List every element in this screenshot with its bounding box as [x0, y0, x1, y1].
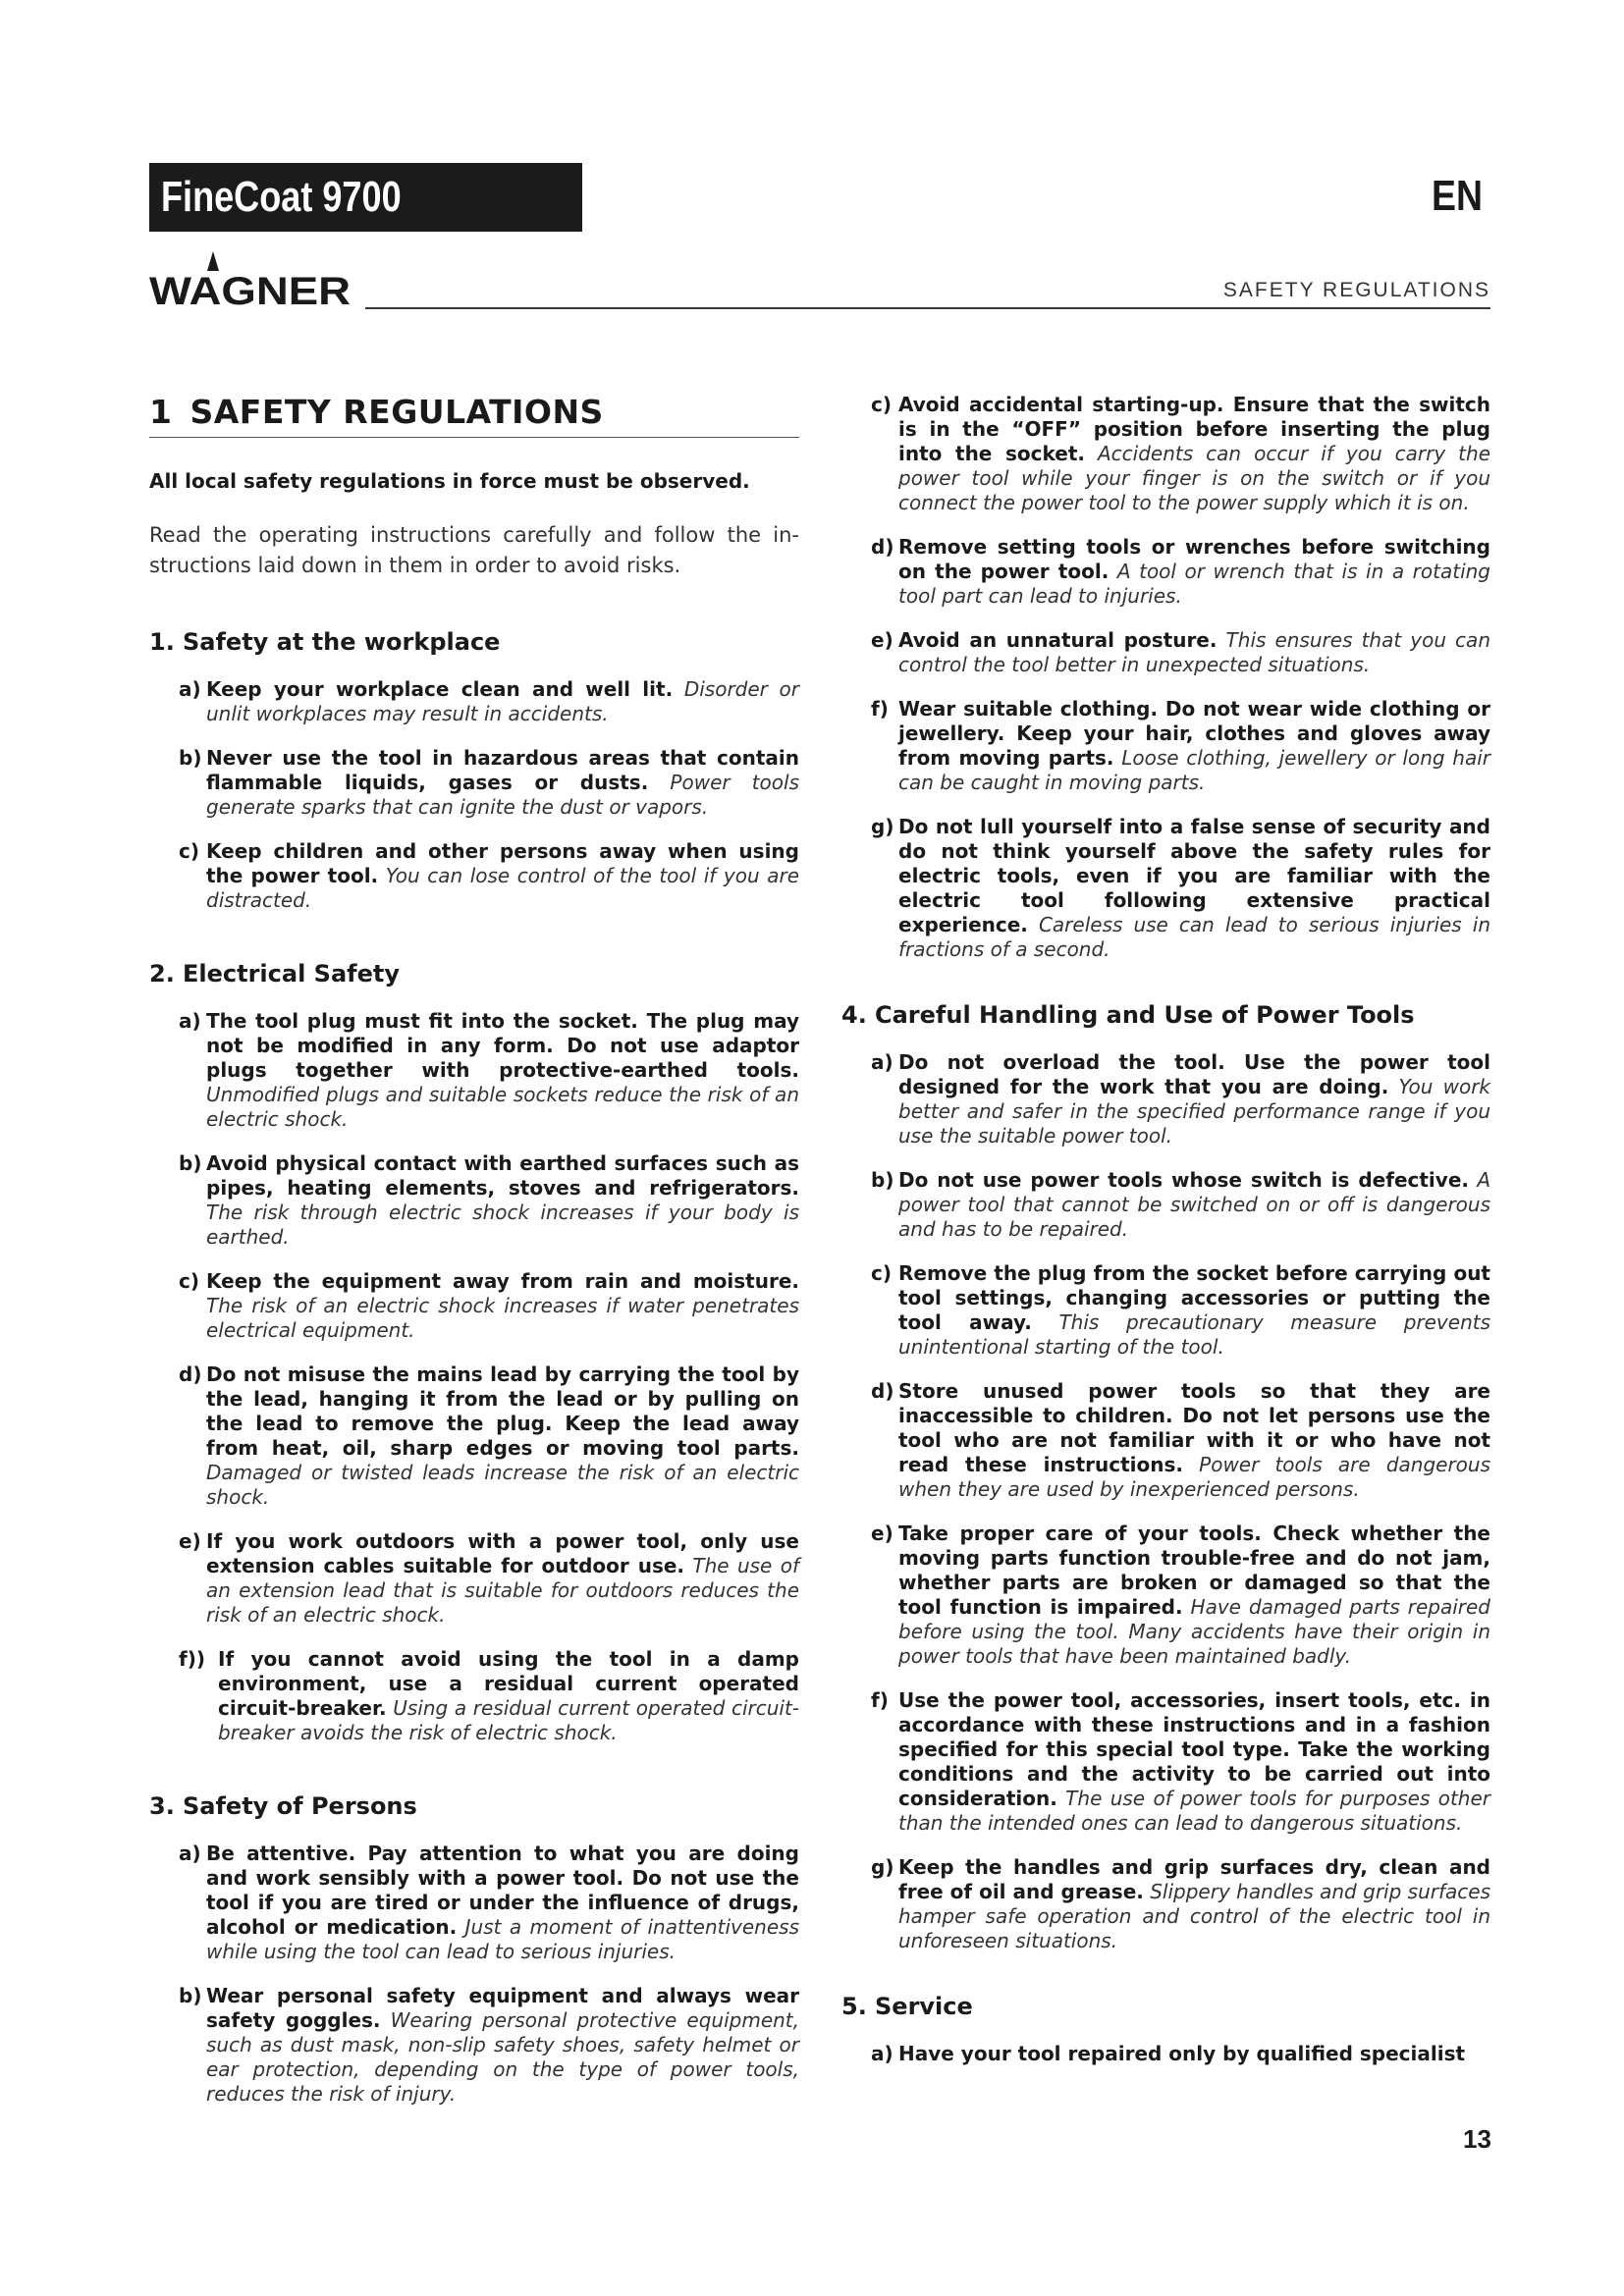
- item-italic: This precautionary measure prevents unintentional starting of the tool.: [898, 1310, 1491, 1359]
- list-item: [871, 1522, 1490, 1669]
- header-rule: [365, 307, 1490, 309]
- product-title: FineCoat 9700: [161, 173, 402, 221]
- item-label: a): [179, 1842, 201, 1865]
- item-label: c): [179, 839, 199, 863]
- item-bold: Remove the plug from the socket before carrying out tool settings, changing accessories or putting the tool away.: [898, 1261, 1490, 1334]
- section-title: Safety at the workplace: [183, 628, 501, 656]
- list-item: [179, 1362, 799, 1510]
- item-label: b): [179, 1151, 202, 1175]
- item-label: e): [179, 1529, 201, 1553]
- item-italic: Unmodified plugs and suitable sockets reduce the risk of an electric shock.: [206, 1083, 799, 1131]
- item-italic: You can lose control of the tool if you are distracted.: [206, 864, 799, 912]
- item-italic: The risk through electric shock increases if your body is earthed.: [206, 1201, 799, 1249]
- list-item: [871, 393, 1490, 515]
- item-italic: Wearing personal protective equipment, such as dust mask, non-slip safety shoes, safety helmet or ear protection, depending on the type of power tools, reduces the risk of injury.: [206, 2008, 799, 2106]
- page-heading: [149, 393, 799, 438]
- item-bold: If you cannot avoid using the tool in a damp environment, use a residual current operated circuit-breaker.: [218, 1647, 799, 1720]
- item-label: a): [179, 677, 201, 701]
- item-italic: A power tool that cannot be switched on or off is dangerous and has to be repaired.: [898, 1168, 1490, 1241]
- item-label: d): [179, 1362, 202, 1386]
- list-item: [871, 1855, 1490, 1953]
- item-italic: A tool or wrench that is in a rotating tool part can lead to injuries.: [898, 560, 1490, 608]
- item-bold: Avoid physical contact with earthed surfaces such as pipes, heating elements, stoves and refrigerators.: [206, 1151, 799, 1200]
- item-italic: This ensures that you can control the tool better in unexpected situations.: [898, 628, 1490, 676]
- item-bold: Have your tool repaired only by qualified specialist: [898, 2042, 1466, 2065]
- item-label: c): [871, 1261, 892, 1285]
- list-item: [871, 697, 1490, 795]
- section-title: Safety of Persons: [183, 1792, 417, 1820]
- list-item: [179, 1009, 799, 1132]
- item-bold: Wear suitable clothing. Do not wear wide clothing or jewellery. Keep your hair, clothes and gloves away from moving parts.: [898, 697, 1490, 770]
- item-label: g): [871, 1855, 894, 1879]
- list-item: [179, 839, 799, 913]
- list-item: [179, 677, 799, 726]
- item-label: a): [871, 1050, 893, 1074]
- section-number: 2.: [149, 960, 175, 988]
- item-bold: Do not misuse the mains lead by carrying the tool by the lead, hanging it from the lead or by pulling on the lead to remove the plug. Keep the lead away from heat, oil, sharp edges or moving tool parts.: [206, 1362, 799, 1460]
- list-item: [871, 1379, 1490, 1502]
- list-item: [179, 1151, 799, 1250]
- item-label: e): [871, 628, 893, 652]
- heading-number: 1: [149, 393, 173, 431]
- section-number: 1.: [149, 628, 175, 656]
- item-label: b): [871, 1168, 894, 1192]
- list-item: [179, 1647, 799, 1745]
- item-bold: Do not overload the tool. Use the power tool designed for the work that you are doing.: [898, 1050, 1490, 1098]
- item-italic: The use of power tools for purposes other than the intended ones can lead to dangerous situations.: [898, 1787, 1490, 1835]
- brand-name: WAGNER: [149, 270, 352, 306]
- product-title-box: [149, 163, 582, 232]
- item-bold: Never use the tool in hazardous areas that contain flammable liquids, gases or dusts.: [206, 746, 799, 794]
- item-bold: Store unused power tools so that they are inaccessible to children. Do not let persons use the tool who are not familiar with it or who have not read these instructions.: [898, 1379, 1490, 1476]
- item-italic: Loose clothing, jewellery or long hair can be caught in moving parts.: [898, 746, 1490, 794]
- section-number: 5.: [841, 1993, 867, 2020]
- item-bold: Keep the equipment away from rain and moisture.: [206, 1269, 799, 1293]
- item-bold: Avoid an unnatural posture.: [898, 628, 1218, 652]
- heading-title: SAFETY REGULATIONS: [189, 393, 604, 431]
- item-bold: Avoid accidental starting-up. Ensure that the switch is in the “OFF” position before inserting the plug into the socket.: [898, 393, 1490, 465]
- item-italic: You work better and safer in the specified performance range if you use the suitable power tool.: [898, 1075, 1491, 1148]
- item-label: f)): [179, 1647, 205, 1671]
- left-column: [149, 393, 799, 2107]
- list-item: [871, 2042, 1490, 2066]
- list-item: [179, 1842, 799, 1964]
- list-item: [871, 1050, 1490, 1148]
- item-bold: Remove setting tools or wrenches before switching on the power tool.: [898, 535, 1490, 583]
- item-bold: Do not use power tools whose switch is defective.: [898, 1168, 1469, 1192]
- list-item: [871, 628, 1490, 677]
- item-italic: The use of an extension lead that is suitable for outdoors reduces the risk of an electric shock.: [206, 1554, 799, 1627]
- right-column: [841, 393, 1490, 2066]
- item-label: e): [871, 1522, 893, 1545]
- item-label: c): [871, 393, 892, 416]
- list-item: [179, 746, 799, 820]
- item-label: c): [179, 1269, 199, 1293]
- section-title: Electrical Safety: [183, 960, 400, 988]
- item-bold: Take proper care of your tools. Check whether the moving parts function trouble-free and do not jam, whether parts are broken or damaged so that the tool function is impaired.: [898, 1522, 1490, 1619]
- section-heading: [841, 1993, 1490, 2020]
- section-heading: [149, 1792, 799, 1820]
- lead-paragraph: Read the operating instructions carefully and follow the in-structions laid down in them in order to avoid risks.: [149, 523, 799, 577]
- section-heading: [841, 1001, 1490, 1029]
- item-italic: Using a residual current operated circuit-breaker avoids the risk of electric shock.: [218, 1696, 800, 1744]
- section-heading: [149, 960, 799, 988]
- item-italic: Damaged or twisted leads increase the risk of an electric shock.: [206, 1461, 799, 1509]
- list-item: [179, 1269, 799, 1343]
- page-number: 13: [1463, 2124, 1491, 2154]
- list-item: [179, 1529, 799, 1628]
- item-label: a): [871, 2042, 893, 2065]
- section-label: SAFETY REGULATIONS: [1222, 279, 1490, 301]
- item-bold: Keep the handles and grip surfaces dry, clean and free of oil and grease.: [898, 1855, 1490, 1903]
- list-item: [871, 535, 1490, 609]
- item-italic: Slippery handles and grip surfaces hamper safe operation and control of the electric tool in unforeseen situations.: [898, 1880, 1490, 1952]
- section-number: 4.: [841, 1001, 867, 1029]
- item-italic: Disorder or unlit workplaces may result in accidents.: [206, 677, 799, 725]
- item-italic: Power tools are dangerous when they are used by inexperienced persons.: [898, 1453, 1491, 1501]
- section-title: Careful Handling and Use of Power Tools: [875, 1001, 1415, 1029]
- item-italic: Have damaged parts repaired before using the tool. Many accidents have their origin in power tools that have been maintained badly.: [898, 1595, 1490, 1668]
- item-bold: Keep children and other persons away when using the power tool.: [206, 839, 799, 887]
- section-title: Service: [875, 1993, 973, 2020]
- item-bold: Be attentive. Pay attention to what you are doing and work sensibly with a power tool. Do not use the tool if you are tired or under the influence of drugs, alcohol or medication.: [206, 1842, 799, 1939]
- language-code: EN: [1432, 172, 1483, 220]
- section-heading: [149, 628, 799, 656]
- list-item: [871, 1168, 1490, 1242]
- item-label: b): [179, 746, 202, 770]
- item-label: g): [871, 815, 894, 838]
- item-label: f): [871, 1688, 889, 1712]
- item-bold: Wear personal safety equipment and always wear safety goggles.: [206, 1984, 799, 2032]
- item-bold: Use the power tool, accessories, insert tools, etc. in accordance with these instructions and in a fashion specified for this special tool type. Take the working conditions and the activity to be carried out into consideration.: [898, 1688, 1490, 1810]
- item-label: b): [179, 1984, 202, 2007]
- item-bold: Keep your workplace clean and well lit.: [206, 677, 674, 701]
- item-bold: The tool plug must fit into the socket. The plug may not be modified in any form. Do not use adaptor plugs together with protective-earthed tools.: [206, 1009, 799, 1082]
- item-italic: Careless use can lead to serious injuries in fractions of a second.: [898, 913, 1490, 961]
- list-item: [871, 1688, 1490, 1836]
- lead-bold: All local safety regulations in force must be observed.: [149, 469, 750, 493]
- item-label: d): [871, 535, 894, 559]
- section-number: 3.: [149, 1792, 175, 1820]
- item-bold: Do not lull yourself into a false sense of security and do not think yourself above the safety rules for electric tools, even if you are familiar with the electric tool following extensive practical experience.: [898, 815, 1490, 936]
- item-italic: The risk of an electric shock increases if water penetrates electrical equipment.: [206, 1294, 799, 1342]
- item-label: f): [871, 697, 889, 721]
- wagner-logo: [149, 247, 355, 306]
- list-item: [179, 1984, 799, 2107]
- item-italic: Power tools generate sparks that can ignite the dust or vapors.: [206, 771, 799, 819]
- item-italic: Just a moment of inattentiveness while using the tool can lead to serious injuries.: [206, 1915, 799, 1963]
- item-label: d): [871, 1379, 894, 1403]
- list-item: [871, 815, 1490, 962]
- item-label: a): [179, 1009, 201, 1033]
- item-italic: Accidents can occur if you carry the power tool while your finger is on the switch or if you connect the power tool to the power supply which it is on.: [898, 442, 1490, 514]
- item-bold: If you work outdoors with a power tool, only use extension cables suitable for outdoor use.: [206, 1529, 799, 1577]
- list-item: [871, 1261, 1490, 1360]
